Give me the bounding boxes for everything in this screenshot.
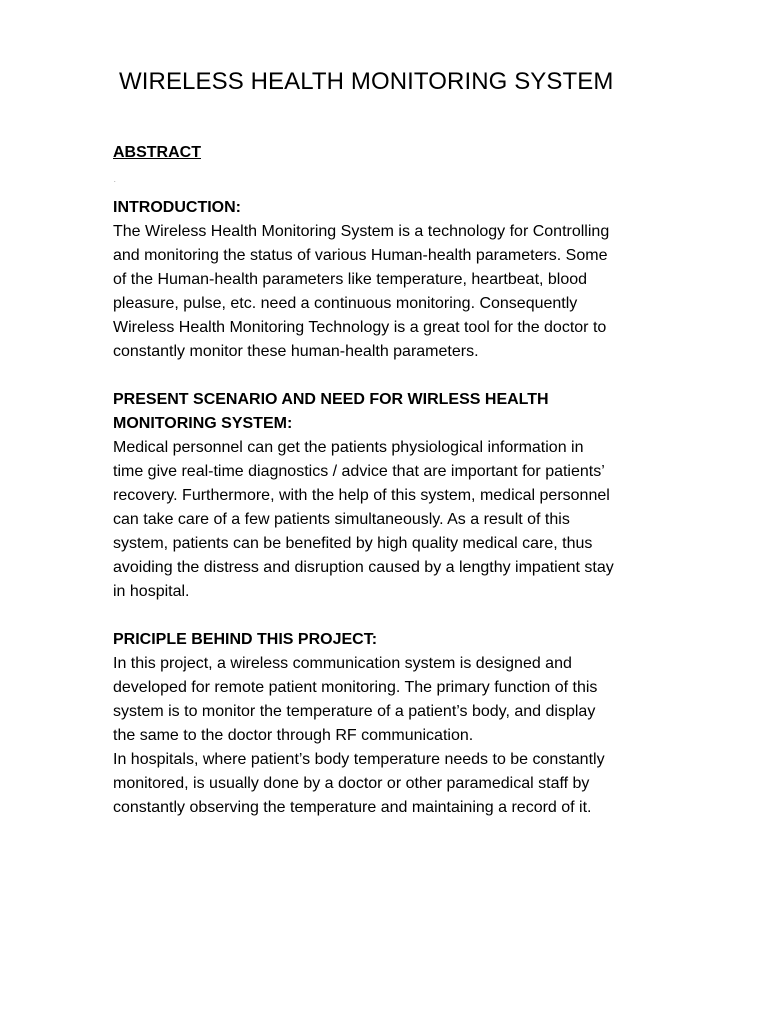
heading-line: PRICIPLE BEHIND THIS PROJECT: (113, 631, 378, 648)
section-heading (113, 628, 673, 652)
text-line: The Wireless Health Monitoring System is a technology for Controlling (113, 223, 610, 240)
text-line: In this project, a wireless communication system is designed and (113, 655, 572, 672)
heading-line: PRESENT SCENARIO AND NEED FOR WIRLESS HEALTH (113, 391, 549, 408)
text-line: Medical personnel can get the patients physiological information in (113, 439, 584, 456)
text-line: monitored, is usually done by a doctor or other paramedical staff by (113, 775, 590, 792)
heading-line: MONITORING SYSTEM: (113, 415, 293, 432)
heading-line: INTRODUCTION: (113, 199, 241, 216)
text-line: the same to the doctor through RF communication. (113, 727, 474, 744)
paragraph (113, 436, 673, 604)
abstract-heading: ABSTRACT (113, 144, 201, 161)
text-line: time give real-time diagnostics / advice that are important for patients’ (113, 463, 605, 480)
section-heading (113, 196, 673, 220)
text-line: system is to monitor the temperature of a patient’s body, and display (113, 703, 596, 720)
text-line: of the Human-health parameters like temperature, heartbeat, blood (113, 271, 588, 288)
text-line: In hospitals, where patient’s body temperature needs to be constantly (113, 751, 605, 768)
text-line: can take care of a few patients simultaneously. As a result of this (113, 511, 570, 528)
text-line: constantly monitor these human-health parameters. (113, 343, 479, 360)
paragraph (113, 220, 673, 364)
text-line: Wireless Health Monitoring Technology is a great tool for the doctor to (113, 319, 607, 336)
text-line: and monitoring the status of various Human-health parameters. Some (113, 247, 608, 264)
document-title: WIRELESS HEALTH MONITORING SYSTEM (119, 68, 614, 95)
text-line: pleasure, pulse, etc. need a continuous monitoring. Consequently (113, 295, 578, 312)
text-line: recovery. Furthermore, with the help of this system, medical personnel (113, 487, 610, 504)
section-2 (113, 628, 673, 820)
paragraph (113, 652, 673, 748)
text-line: system, patients can be benefited by high quality medical care, thus (113, 535, 593, 552)
text-line: avoiding the distress and disruption caused by a lengthy impatient stay (113, 559, 614, 576)
section-heading (113, 388, 673, 436)
text-line: developed for remote patient monitoring. The primary function of this (113, 679, 598, 696)
paragraph (113, 748, 673, 820)
text-line: in hospital. (113, 583, 190, 600)
document-body (113, 196, 673, 844)
section-0 (113, 196, 673, 364)
stray-mark: . (114, 178, 116, 184)
section-1 (113, 388, 673, 604)
text-line: constantly observing the temperature and maintaining a record of it. (113, 799, 592, 816)
